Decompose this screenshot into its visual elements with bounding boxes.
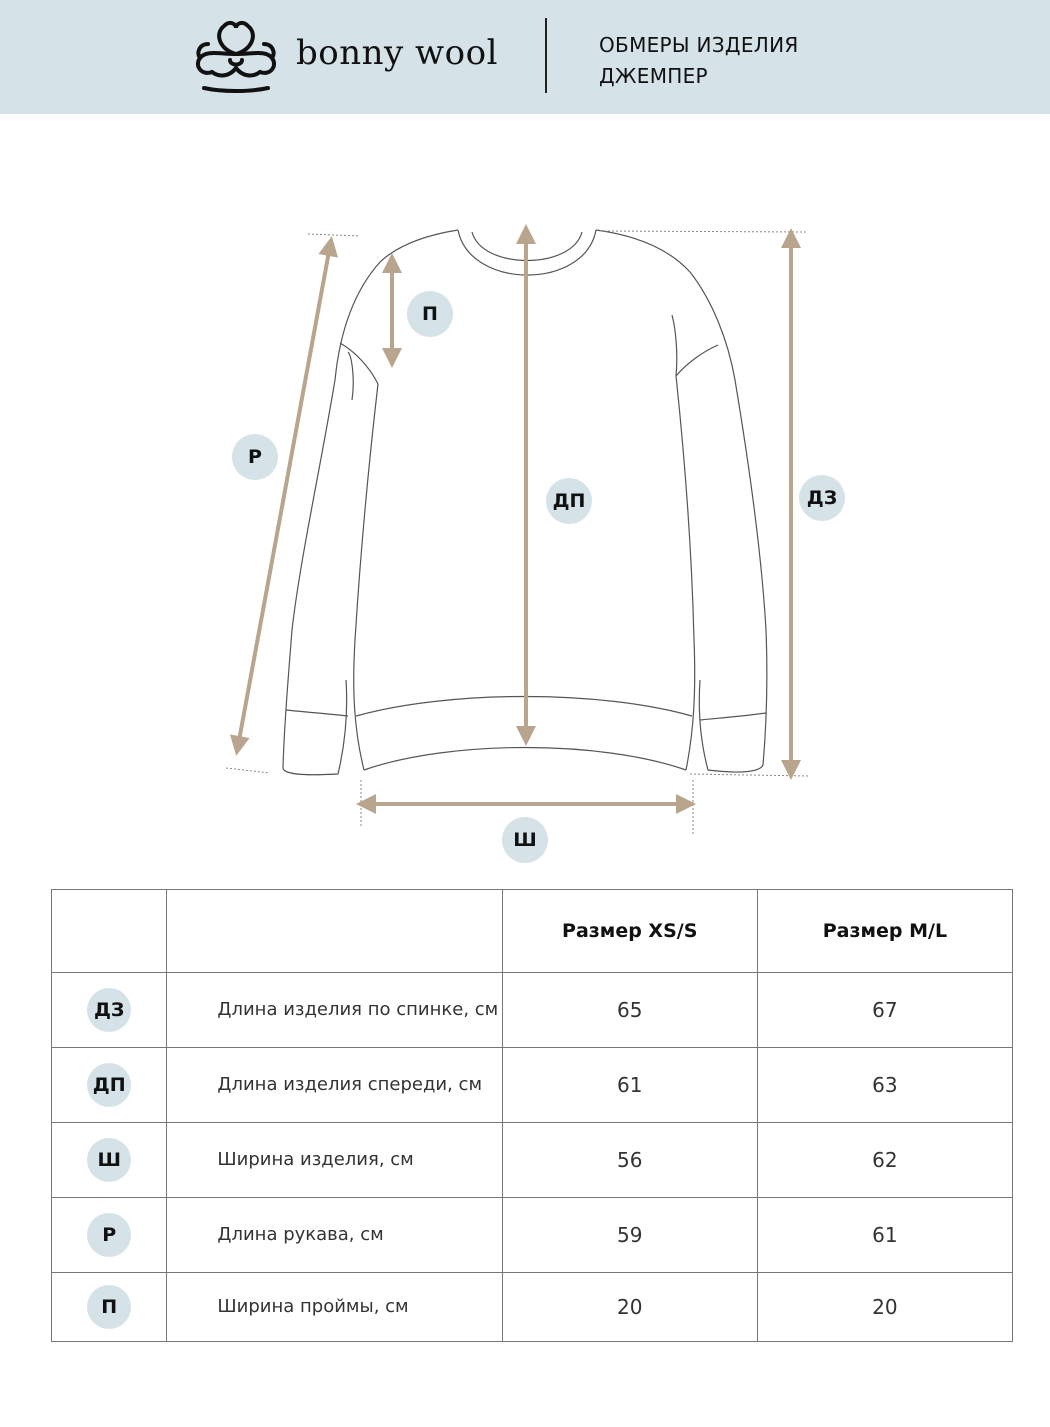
row-value-xs-s: 65 xyxy=(502,973,757,1048)
row-value-xs-s: 20 xyxy=(502,1273,757,1342)
row-label: Длина изделия по спинке, см xyxy=(167,973,502,1048)
row-label: Ширина изделия, см xyxy=(167,1123,502,1198)
table-header-m-l: Размер M/L xyxy=(757,890,1012,973)
table-row xyxy=(52,1123,1013,1198)
page-title-line1: ОБМЕРЫ ИЗДЕЛИЯ xyxy=(599,33,799,57)
row-value-xs-s: 56 xyxy=(502,1123,757,1198)
row-code-badge: ДП xyxy=(87,1063,131,1107)
table-header-cell xyxy=(52,890,167,973)
table-header-cell xyxy=(167,890,502,973)
row-value-m-l: 61 xyxy=(757,1198,1012,1273)
sleeve-length-arrow xyxy=(238,246,330,746)
row-code-badge: П xyxy=(87,1285,131,1329)
table-header-xs-s: Размер XS/S xyxy=(502,890,757,973)
row-value-xs-s: 59 xyxy=(502,1198,757,1273)
row-value-m-l: 20 xyxy=(757,1273,1012,1342)
table-header-row xyxy=(52,890,1013,973)
row-code-badge: Ш xyxy=(87,1138,131,1182)
row-value-m-l: 63 xyxy=(757,1048,1012,1123)
row-value-m-l: 67 xyxy=(757,973,1012,1048)
row-label: Длина рукава, см xyxy=(167,1198,502,1273)
row-code-badge: ДЗ xyxy=(87,988,131,1032)
table-row xyxy=(52,1273,1013,1342)
size-table xyxy=(51,889,1013,1342)
sleeve-badge: Р xyxy=(232,434,278,480)
brand-name: bonny wool xyxy=(296,33,498,73)
row-label: Ширина проймы, см xyxy=(167,1273,502,1342)
armhole-badge: П xyxy=(407,291,453,337)
table-row xyxy=(52,1198,1013,1273)
table-row xyxy=(52,1048,1013,1123)
row-code-badge: Р xyxy=(87,1213,131,1257)
table-row xyxy=(52,973,1013,1048)
measurement-arrows xyxy=(238,234,791,804)
page-title-line2: ДЖЕМПЕР xyxy=(599,64,708,88)
row-value-m-l: 62 xyxy=(757,1123,1012,1198)
guide-lines xyxy=(226,231,808,834)
width-badge: Ш xyxy=(502,817,548,863)
back-length-badge: ДЗ xyxy=(799,475,845,521)
front-length-badge: ДП xyxy=(546,478,592,524)
row-label: Длина изделия спереди, см xyxy=(167,1048,502,1123)
row-value-xs-s: 61 xyxy=(502,1048,757,1123)
